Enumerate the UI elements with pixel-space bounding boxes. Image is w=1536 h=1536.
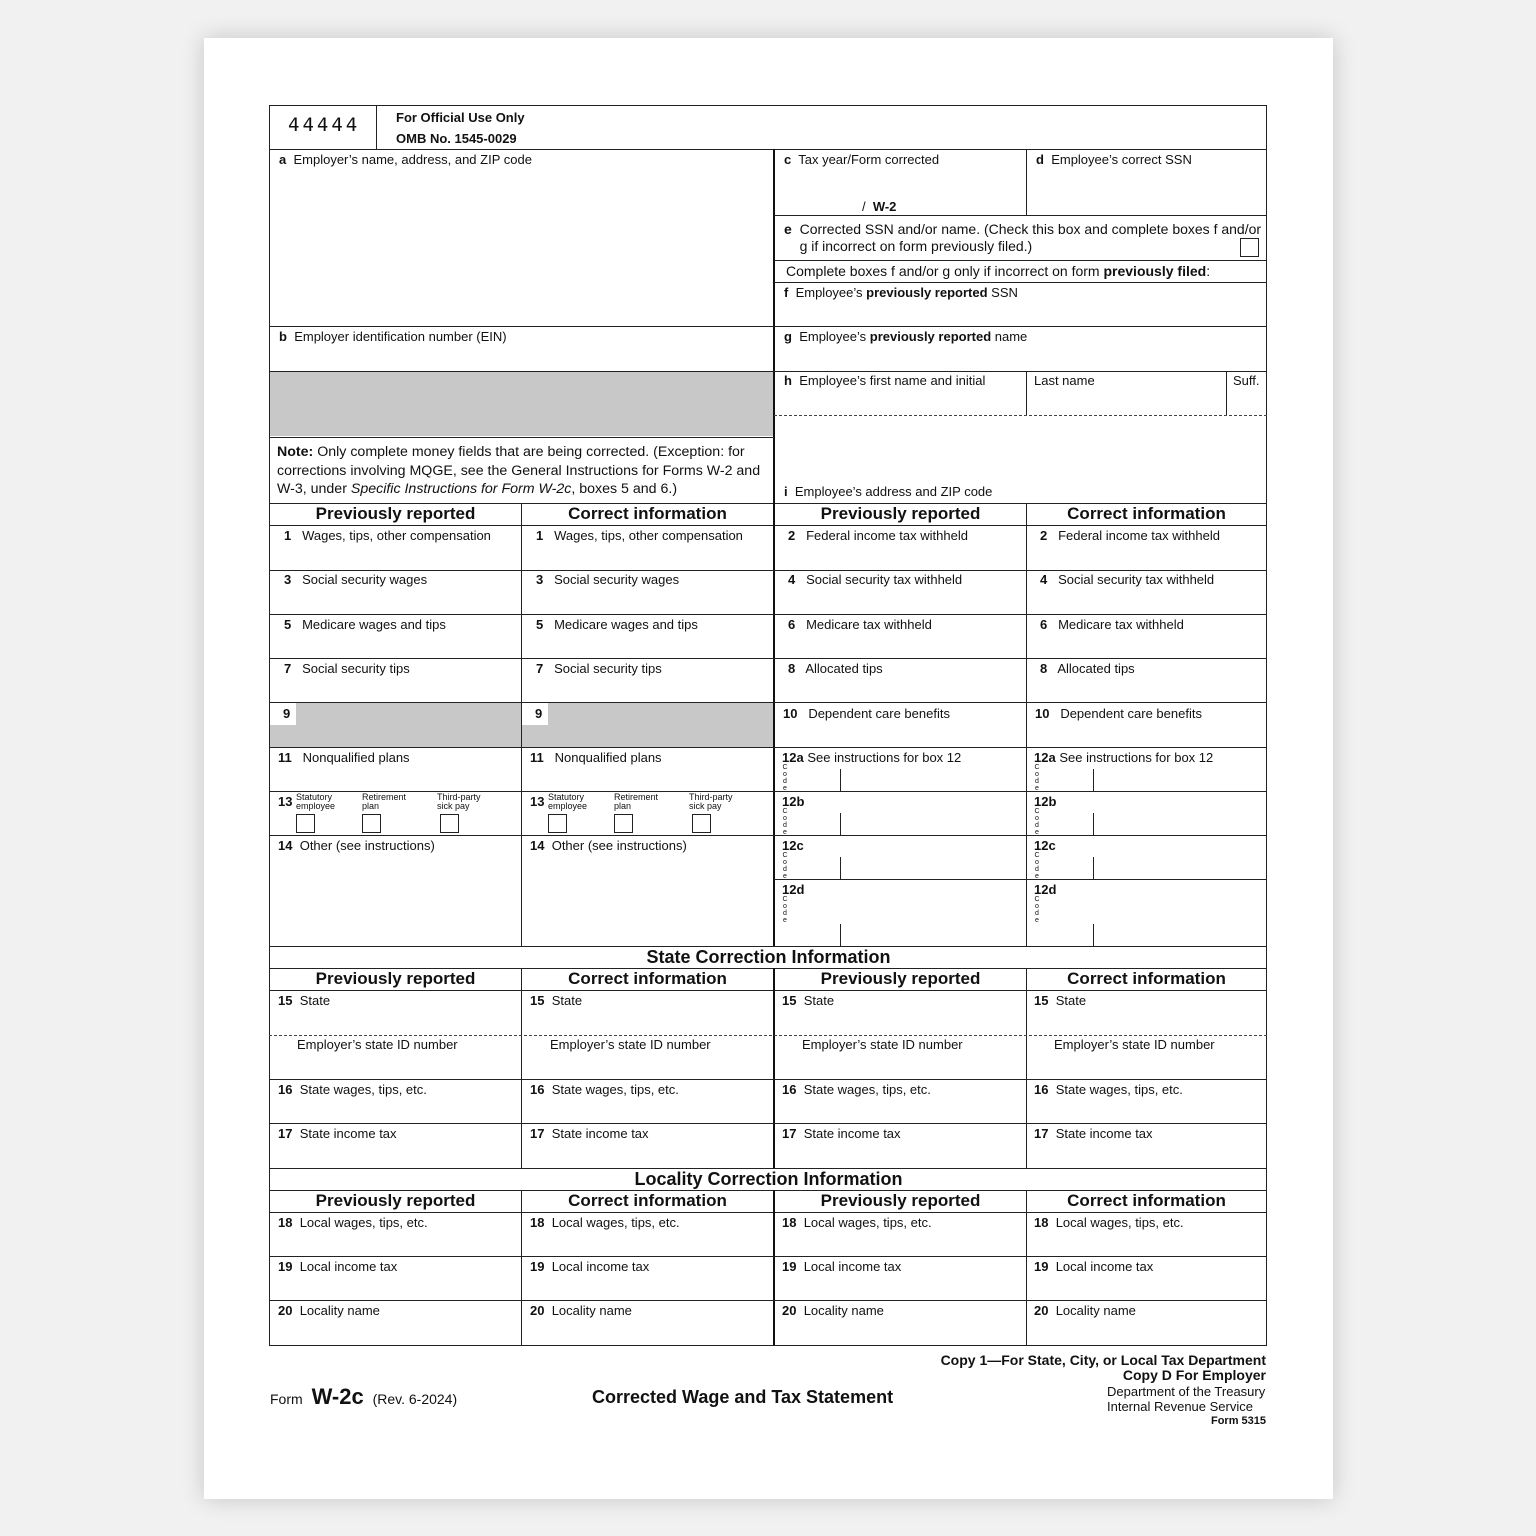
box11-prev-label: 11 Nonqualified plans [278,750,410,765]
box19-label: 19 Local income tax [782,1259,902,1274]
retirement-plan-prev-checkbox[interactable] [362,814,381,833]
shaded-block [270,372,773,436]
box-g-label: g Employee’s previously reported name [784,329,1028,344]
suffix-label: Suff. [1233,373,1260,388]
box3-prev-label: 3 Social security wages [284,572,428,587]
locality-col-correct-2: Correct information [1067,1191,1226,1210]
box10-prev-label: 10 Dependent care benefits [783,706,950,721]
box14-correct-label: 14 Other (see instructions) [530,838,687,853]
official-use-label: For Official Use Only [396,110,525,125]
box17-label: 17 State income tax [782,1126,901,1141]
box6-prev-label: 6 Medicare tax withheld [788,617,932,632]
box16-label: 16 State wages, tips, etc. [530,1082,679,1097]
third-party-sick-pay-prev-checkbox[interactable] [440,814,459,833]
omb-number: OMB No. 1545-0029 [396,131,517,146]
box4-prev-label: 4 Social security tax withheld [788,572,963,587]
box19-label: 19 Local income tax [1034,1259,1154,1274]
code-vertical-label: C o d e [1034,896,1040,924]
box14-prev-label: 14 Other (see instructions) [278,838,435,853]
box17-label: 17 State income tax [278,1126,397,1141]
box5-prev-label: 5 Medicare wages and tips [284,617,446,632]
code-vertical-label: C o d e [782,764,788,792]
box15-label: 15 State [782,993,835,1008]
box19-label: 19 Local income tax [278,1259,398,1274]
form-border-right [1266,105,1267,1345]
box18-label: 18 Local wages, tips, etc. [1034,1215,1184,1230]
box17-label: 17 State income tax [1034,1126,1153,1141]
box12c-prev-label: 12c [782,838,804,853]
box12a-correct-label: 12a See instructions for box 12 [1034,750,1214,765]
form-number: Form 5315 [1210,1415,1266,1427]
statutory-employee-label: Statutory employee [548,792,588,811]
code-vertical-label: C o d e [782,896,788,924]
box-c-label: c Tax year/Form corrected [784,152,940,167]
state-col-prev-1: Previously reported [315,969,476,988]
box2-correct-label: 2 Federal income tax withheld [1040,528,1220,543]
retirement-plan-label: Retirement plan [614,792,659,811]
box3-correct-label: 3 Social security wages [536,572,680,587]
retirement-plan-label: Retirement plan [362,792,407,811]
box-h-label: h Employee’s first name and initial [784,373,986,388]
col-header-prev-1: Previously reported [315,504,476,523]
box20-label: 20 Locality name [530,1303,632,1318]
retirement-plan-correct-checkbox[interactable] [614,814,633,833]
box-e-label: e Corrected SSN and/or name. (Check this box and complete boxes f and/or g if incorrect on form previously filed.) [784,221,1262,254]
box15-label: 15 State [278,993,331,1008]
box20-label: 20 Locality name [278,1303,380,1318]
box18-label: 18 Local wages, tips, etc. [278,1215,428,1230]
box12a-prev-label: 12a See instructions for box 12 [782,750,962,765]
box-g-field[interactable] [777,345,1263,369]
box-a-label: a Employer’s name, address, and ZIP code [279,152,532,167]
box15-label: 15 State [1034,993,1087,1008]
box12d-correct-label: 12d [1034,882,1057,897]
statutory-employee-prev-checkbox[interactable] [296,814,315,833]
box7-correct-label: 7 Social security tips [536,661,662,676]
col-header-prev-2: Previously reported [820,504,981,523]
box2-prev-label: 2 Federal income tax withheld [788,528,968,543]
box5-correct-label: 5 Medicare wages and tips [536,617,698,632]
copy-info: Copy 1—For State, City, or Local Tax Department Copy D For Employer [940,1352,1266,1383]
box13-prev-label: 13 [278,794,293,809]
box-i-field[interactable] [777,420,1263,480]
box13-correct-label: 13 [530,794,545,809]
code-vertical-label: C o d e [1034,852,1040,880]
box12b-correct-label: 12b [1034,794,1057,809]
box12b-prev-label: 12b [782,794,805,809]
state-col-correct-2: Correct information [1067,969,1226,988]
box-f-field[interactable] [777,300,1263,324]
box1-correct-label: 1 Wages, tips, other compensation [536,528,743,543]
box12d-prev-label: 12d [782,882,805,897]
box11-correct-label: 11 Nonqualified plans [530,750,662,765]
state-id-label: Employer’s state ID number [1054,1037,1215,1052]
state-id-label: Employer’s state ID number [550,1037,711,1052]
box10-correct-label: 10 Dependent care benefits [1035,706,1202,721]
box1-prev-label: 1 Wages, tips, other compensation [284,528,491,543]
form-subtitle: Corrected Wage and Tax Statement [592,1387,894,1407]
third-party-sick-pay-label: Third-party sick pay [689,792,733,811]
locality-section-title: Locality Correction Information [634,1169,903,1189]
box7-prev-label: 7 Social security tips [284,661,410,676]
state-col-correct-1: Correct information [568,969,727,988]
state-section-title: State Correction Information [646,947,891,967]
box17-label: 17 State income tax [530,1126,649,1141]
w2-label: / W-2 [862,199,897,214]
state-id-label: Employer’s state ID number [802,1037,963,1052]
box19-label: 19 Local income tax [530,1259,650,1274]
box15-label: 15 State [530,993,583,1008]
locality-col-prev-2: Previously reported [820,1191,981,1210]
form-code: 44444 [288,114,361,136]
box-b-field[interactable] [272,345,770,369]
box18-label: 18 Local wages, tips, etc. [530,1215,680,1230]
box-f-label: f Employee’s previously reported SSN [784,285,1018,300]
code-vertical-label: C o d e [1034,808,1040,836]
state-id-label: Employer’s state ID number [297,1037,458,1052]
box16-label: 16 State wages, tips, etc. [782,1082,931,1097]
statutory-employee-label: Statutory employee [296,792,336,811]
box18-label: 18 Local wages, tips, etc. [782,1215,932,1230]
statutory-employee-correct-checkbox[interactable] [548,814,567,833]
col-header-correct-2: Correct information [1067,504,1226,523]
col-header-correct-1: Correct information [568,504,727,523]
box-a-field[interactable] [272,168,770,324]
box8-prev-label: 8 Allocated tips [788,661,883,676]
box16-label: 16 State wages, tips, etc. [278,1082,427,1097]
code-vertical-label: C o d e [782,852,788,880]
box-b-label: b Employer identification number (EIN) [279,329,507,344]
locality-col-correct-1: Correct information [568,1191,727,1210]
state-col-prev-2: Previously reported [820,969,981,988]
complete-boxes-note: Complete boxes f and/or g only if incorrect on form previously filed: [786,263,1211,279]
locality-col-prev-1: Previously reported [315,1191,476,1210]
third-party-sick-pay-label: Third-party sick pay [437,792,481,811]
third-party-sick-pay-correct-checkbox[interactable] [692,814,711,833]
box9-prev-label: 9 [283,706,291,721]
box9-correct-shaded [522,703,773,747]
box8-correct-label: 8 Allocated tips [1040,661,1135,676]
box4-correct-label: 4 Social security tax withheld [1040,572,1215,587]
box20-label: 20 Locality name [1034,1303,1136,1318]
box16-label: 16 State wages, tips, etc. [1034,1082,1183,1097]
box6-correct-label: 6 Medicare tax withheld [1040,617,1184,632]
box20-label: 20 Locality name [782,1303,884,1318]
box9-correct-label: 9 [535,706,543,721]
box12c-correct-label: 12c [1034,838,1056,853]
form-title: Form W-2c (Rev. 6-2024) [270,1384,458,1409]
box-i-label: i Employee’s address and ZIP code [784,484,993,499]
form-border-bottom [269,1345,1267,1346]
box9-prev-shaded [270,703,521,747]
note-text: Note: Only complete money fields that are being corrected. (Exception: for corrections involving MQGE, see the General Instructions for Forms W-2 and W-3, under Specific Instructions for Form W-2c, boxes 5 and 6.) [277,444,761,497]
box-e-checkbox[interactable] [1240,238,1259,257]
department-info: Department of the Treasury Internal Revenue Service [1107,1384,1266,1414]
form-border-top [269,105,1267,106]
code-vertical-label: C o d e [1034,764,1040,792]
last-name-label: Last name [1034,373,1095,388]
box-d-label: d Employee’s correct SSN [1036,152,1192,167]
box-d-field[interactable] [1029,170,1263,212]
code-vertical-label: C o d e [782,808,788,836]
